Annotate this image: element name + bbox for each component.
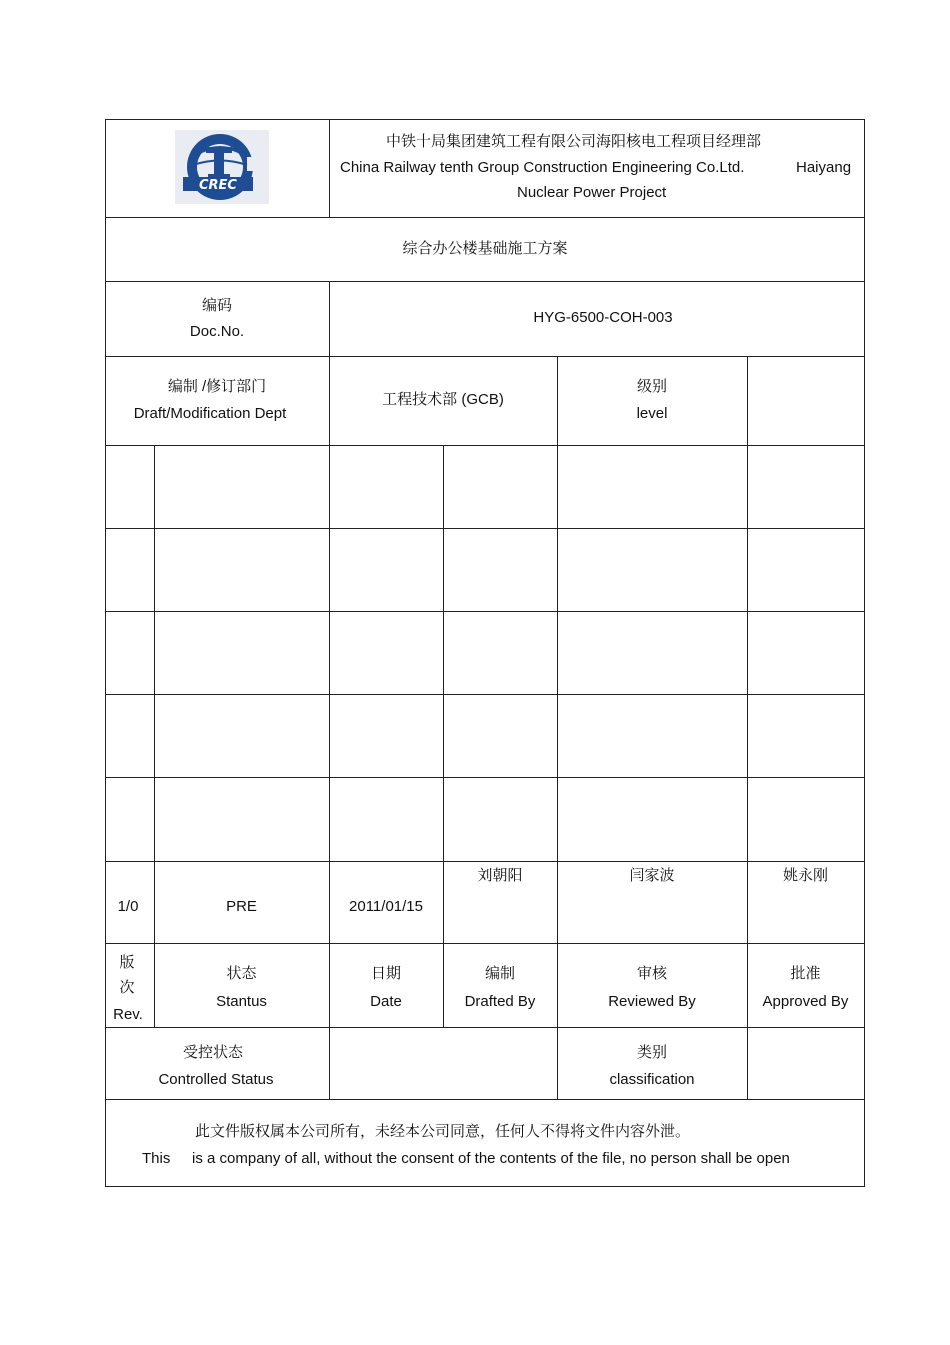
rev-header-en: Rev. bbox=[113, 1006, 143, 1023]
copyright-cn: 此文件版权属本公司所有，未经本公司同意，任何人不得将文件内容外泄。 bbox=[195, 1123, 691, 1140]
drafted-header-cn: 编制 bbox=[484, 965, 515, 982]
crec-logo bbox=[175, 130, 269, 204]
row-divider bbox=[105, 943, 865, 944]
controlled-status-label-cn: 受控状态 bbox=[182, 1044, 243, 1061]
row-divider bbox=[105, 777, 865, 778]
document-title: 综合办公楼基础施工方案 bbox=[402, 240, 568, 257]
table-border-bottom bbox=[105, 1186, 865, 1187]
reviewed-by-value: 闫家波 bbox=[629, 867, 675, 884]
date-header-cn: 日期 bbox=[370, 965, 401, 982]
reviewed-header-cn: 审核 bbox=[636, 965, 667, 982]
doc-no-value: HYG-6500-COH-003 bbox=[533, 309, 673, 326]
company-name-cn: 中铁十局集团建筑工程有限公司海阳核电工程项目经理部 bbox=[386, 133, 762, 150]
dept-value: 工程技术部 (GCB) bbox=[382, 391, 504, 408]
controlled-status-label-en: Controlled Status bbox=[158, 1071, 274, 1088]
dept-label-en: Draft/Modification Dept bbox=[133, 405, 287, 422]
row-divider bbox=[105, 217, 865, 218]
row-divider bbox=[105, 694, 865, 695]
col-divider bbox=[747, 356, 748, 1100]
row-divider bbox=[105, 861, 865, 862]
approved-header-cn: 批准 bbox=[790, 965, 821, 982]
status-value: PRE bbox=[226, 898, 257, 915]
date-value: 2011/01/15 bbox=[349, 898, 423, 915]
row-divider bbox=[105, 528, 865, 529]
col-divider bbox=[557, 356, 558, 1100]
row-divider bbox=[105, 281, 865, 282]
rev-header-cn-1: 版 bbox=[119, 954, 135, 971]
doc-no-label-cn: 编码 bbox=[201, 297, 232, 314]
status-header-cn: 状态 bbox=[226, 965, 257, 982]
col-divider bbox=[154, 445, 155, 1028]
approved-header-en: Approved By bbox=[762, 993, 849, 1010]
col-divider bbox=[329, 119, 330, 218]
col-divider bbox=[443, 445, 444, 1028]
row-divider bbox=[105, 1099, 865, 1100]
company-name-en: China Railway tenth Group Construction Engineering Co.Ltd. bbox=[340, 159, 745, 176]
drafted-by-value: 刘朝阳 bbox=[477, 867, 523, 884]
rev-value: 1/0 bbox=[117, 898, 139, 915]
row-divider bbox=[105, 611, 865, 612]
copyright-en-text: is a company of all, without the consent of the contents of the file, no person shall be open bbox=[192, 1150, 790, 1167]
row-divider bbox=[105, 1027, 865, 1028]
approved-by-value: 姚永刚 bbox=[782, 867, 828, 884]
classification-label-en: classification bbox=[609, 1071, 695, 1088]
row-divider bbox=[105, 356, 865, 357]
doc-no-label-en: Doc.No. bbox=[189, 323, 245, 340]
company-name-en-haiyang: Haiyang bbox=[796, 159, 852, 176]
rev-header-cn-2: 次 bbox=[119, 979, 135, 996]
level-label-en: level bbox=[636, 405, 668, 422]
status-header-en: Stantus bbox=[216, 993, 267, 1010]
copyright-en-this: This bbox=[142, 1150, 171, 1167]
company-project: Nuclear Power Project bbox=[517, 184, 667, 201]
date-header-en: Date bbox=[370, 993, 402, 1010]
drafted-header-en: Drafted By bbox=[464, 993, 536, 1010]
level-label-cn: 级别 bbox=[636, 378, 667, 395]
row-divider bbox=[105, 445, 865, 446]
table-border-top bbox=[105, 119, 865, 120]
logo-text: CREC bbox=[199, 178, 237, 193]
dept-label-cn: 编制 /修订部门 bbox=[167, 378, 267, 395]
classification-label-cn: 类别 bbox=[636, 1044, 667, 1061]
reviewed-header-en: Reviewed By bbox=[608, 993, 696, 1010]
